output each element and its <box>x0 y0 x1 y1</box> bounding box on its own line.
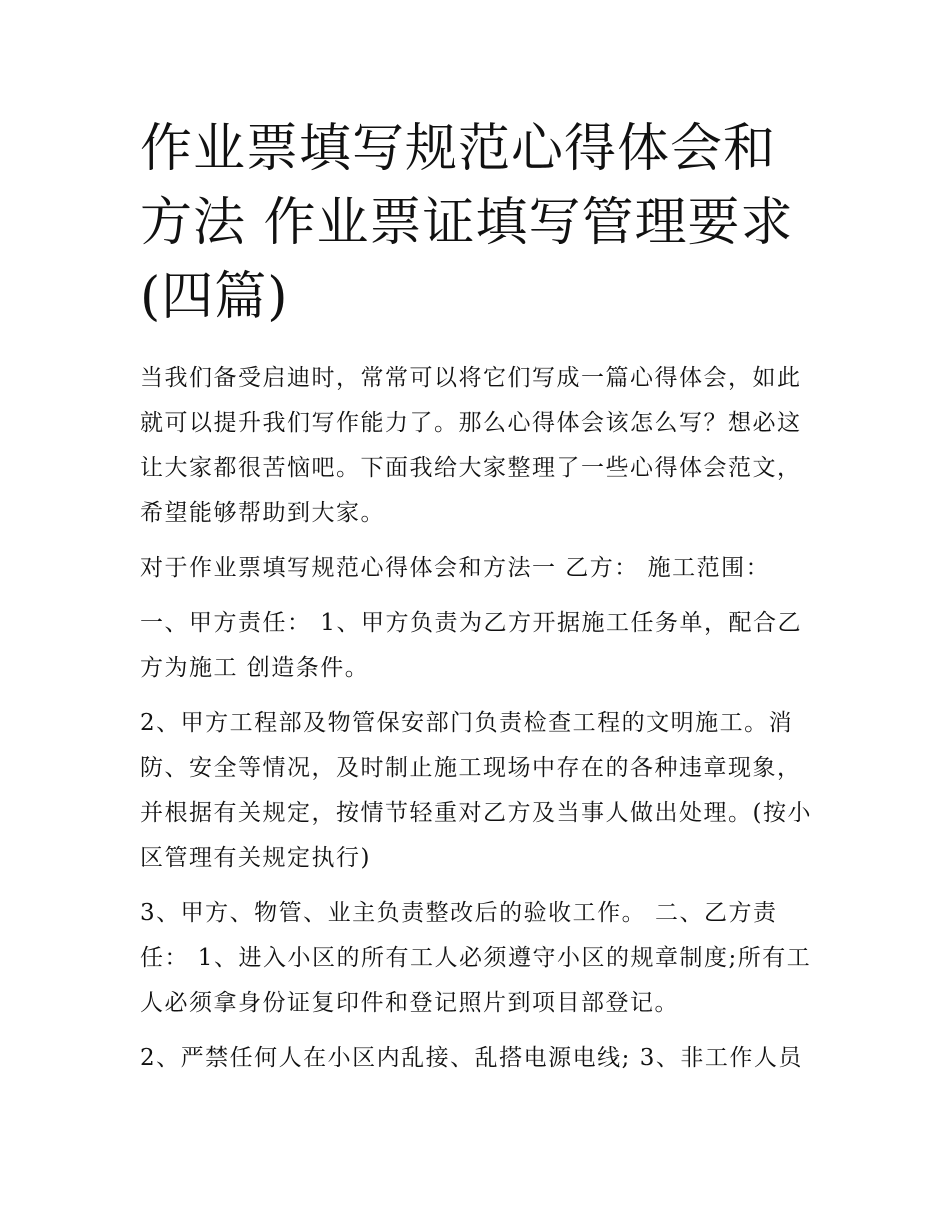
document-body <box>140 356 820 1091</box>
paragraph-item-2: 2、甲方工程部及物管保安部门负责检查工程的文明施工。消防、安全等情况，及时制止施工现场中存在的各种违章现象，并根据有关规定，按情节轻重对乙方及当事人做出处理。(按小区管理有关规定执行) <box>140 710 812 871</box>
paragraph-item-3: 3、甲方、物管、业主负责整改后的验收工作。 二、乙方责任： 1、进入小区的所有工人必须遵守小区的规章制度;所有工人必须拿身份证复印件和登记照片到项目部登记。 <box>140 900 812 1016</box>
paragraph-party-a-duty: 一、甲方责任： 1、甲方负责为乙方开据施工任务单，配合乙方为施工 创造条件。 <box>140 610 802 681</box>
paragraph-section-heading: 对于作业票填写规范心得体会和方法一 乙方： 施工范围： <box>140 555 771 581</box>
paragraph-intro: 当我们备受启迪时，常常可以将它们写成一篇心得体会，如此就可以提升我们写作能力了。那么心得体会该怎么写？想必这让大家都很苦恼吧。下面我给大家整理了一些心得体会范文，希望能够帮助到大家。 <box>140 365 802 526</box>
paragraph-party-b-item-2: 2、严禁任何人在小区内乱接、乱搭电源电线; 3、非工作人员 <box>140 1045 803 1071</box>
document-title: 作业票填写规范心得体会和方法 作业票证填写管理要求(四篇) <box>140 119 794 327</box>
